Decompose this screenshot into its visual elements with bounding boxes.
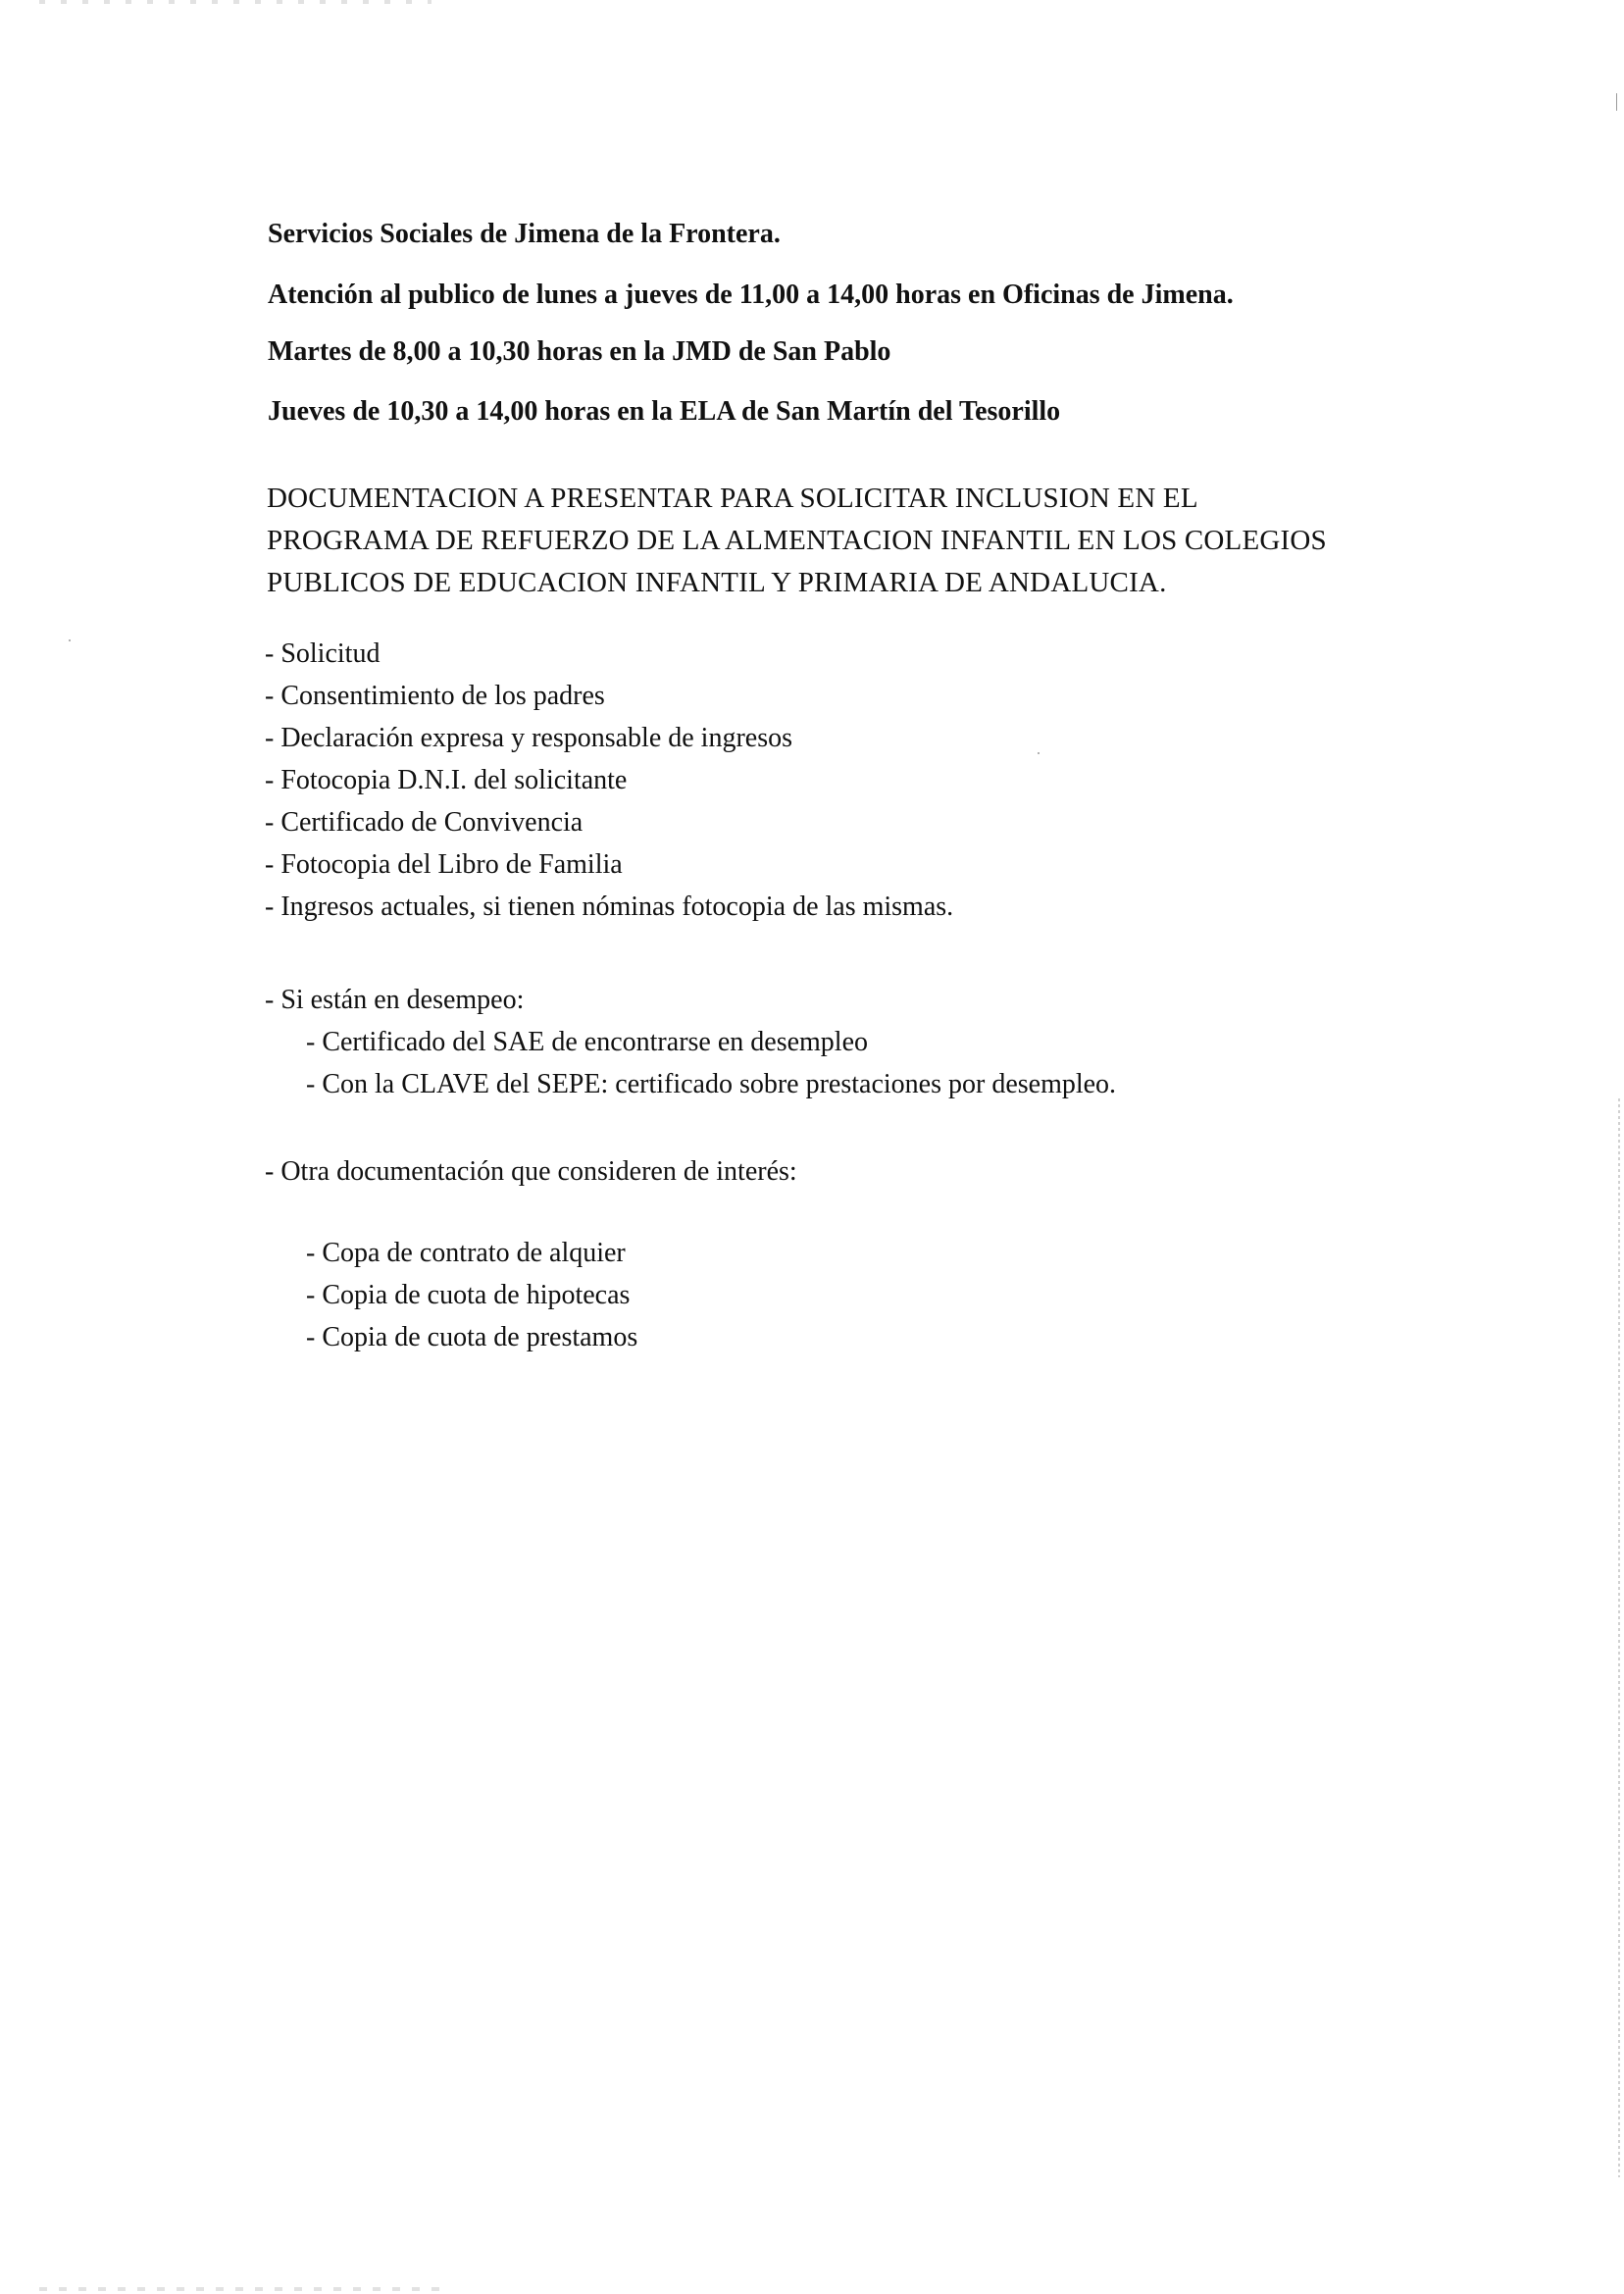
unemployed-sublist (306, 1021, 1116, 1105)
other-docs-label: - Otra documentación que consideren de interés: (265, 1156, 797, 1187)
required-documents-list (265, 633, 953, 928)
list-item: - Copia de cuota de prestamos (306, 1322, 638, 1352)
list-item: - Certificado de Convivencia (265, 807, 584, 838)
list-item: - Con la CLAVE del SEPE: certificado sobre prestaciones por desempleo. (306, 1069, 1117, 1099)
scan-artifact-bottom (39, 2287, 451, 2291)
scan-speck (1038, 752, 1040, 754)
heading-line: PROGRAMA DE REFUERZO DE LA ALMENTACION INFANTIL EN LOS COLEGIOS (267, 525, 1327, 556)
scan-speck (1616, 93, 1617, 111)
list-item: - Consentimiento de los padres (265, 681, 605, 711)
list-item: - Ingresos actuales, si tienen nóminas fotocopia de las mismas. (265, 892, 954, 922)
other-docs-sublist (306, 1232, 637, 1358)
list-item: - Fotocopia D.N.I. del solicitante (265, 765, 628, 795)
documentation-heading (267, 478, 1327, 604)
heading-line: PUBLICOS DE EDUCACION INFANTIL Y PRIMARIA DE ANDALUCIA. (267, 567, 1167, 598)
list-item: - Copa de contrato de alquier (306, 1238, 626, 1268)
scan-artifact-right-edge (1618, 1098, 1620, 2177)
list-item: - Solicitud (265, 638, 381, 669)
hours-jimena: Atención al publico de lunes a jueves de 11,00 a 14,00 horas en Oficinas de Jimena. (268, 280, 1234, 310)
unemployed-label: - Si están en desempeo: (265, 985, 525, 1015)
list-item: - Fotocopia del Libro de Familia (265, 849, 623, 880)
list-item: - Certificado del SAE de encontrarse en desempleo (306, 1027, 869, 1057)
hours-san-pablo: Martes de 8,00 a 10,30 horas en la JMD de San Pablo (268, 336, 891, 367)
list-item: - Declaración expresa y responsable de ingresos (265, 723, 793, 753)
list-item: - Copia de cuota de hipotecas (306, 1280, 631, 1310)
heading-line: DOCUMENTACION A PRESENTAR PARA SOLICITAR INCLUSION EN EL (267, 483, 1198, 514)
scan-speck (69, 639, 71, 641)
office-name: Servicios Sociales de Jimena de la Frontera. (268, 219, 781, 249)
scan-artifact-top (39, 0, 431, 4)
hours-tesorillo: Jueves de 10,30 a 14,00 horas en la ELA de San Martín del Tesorillo (268, 396, 1061, 427)
